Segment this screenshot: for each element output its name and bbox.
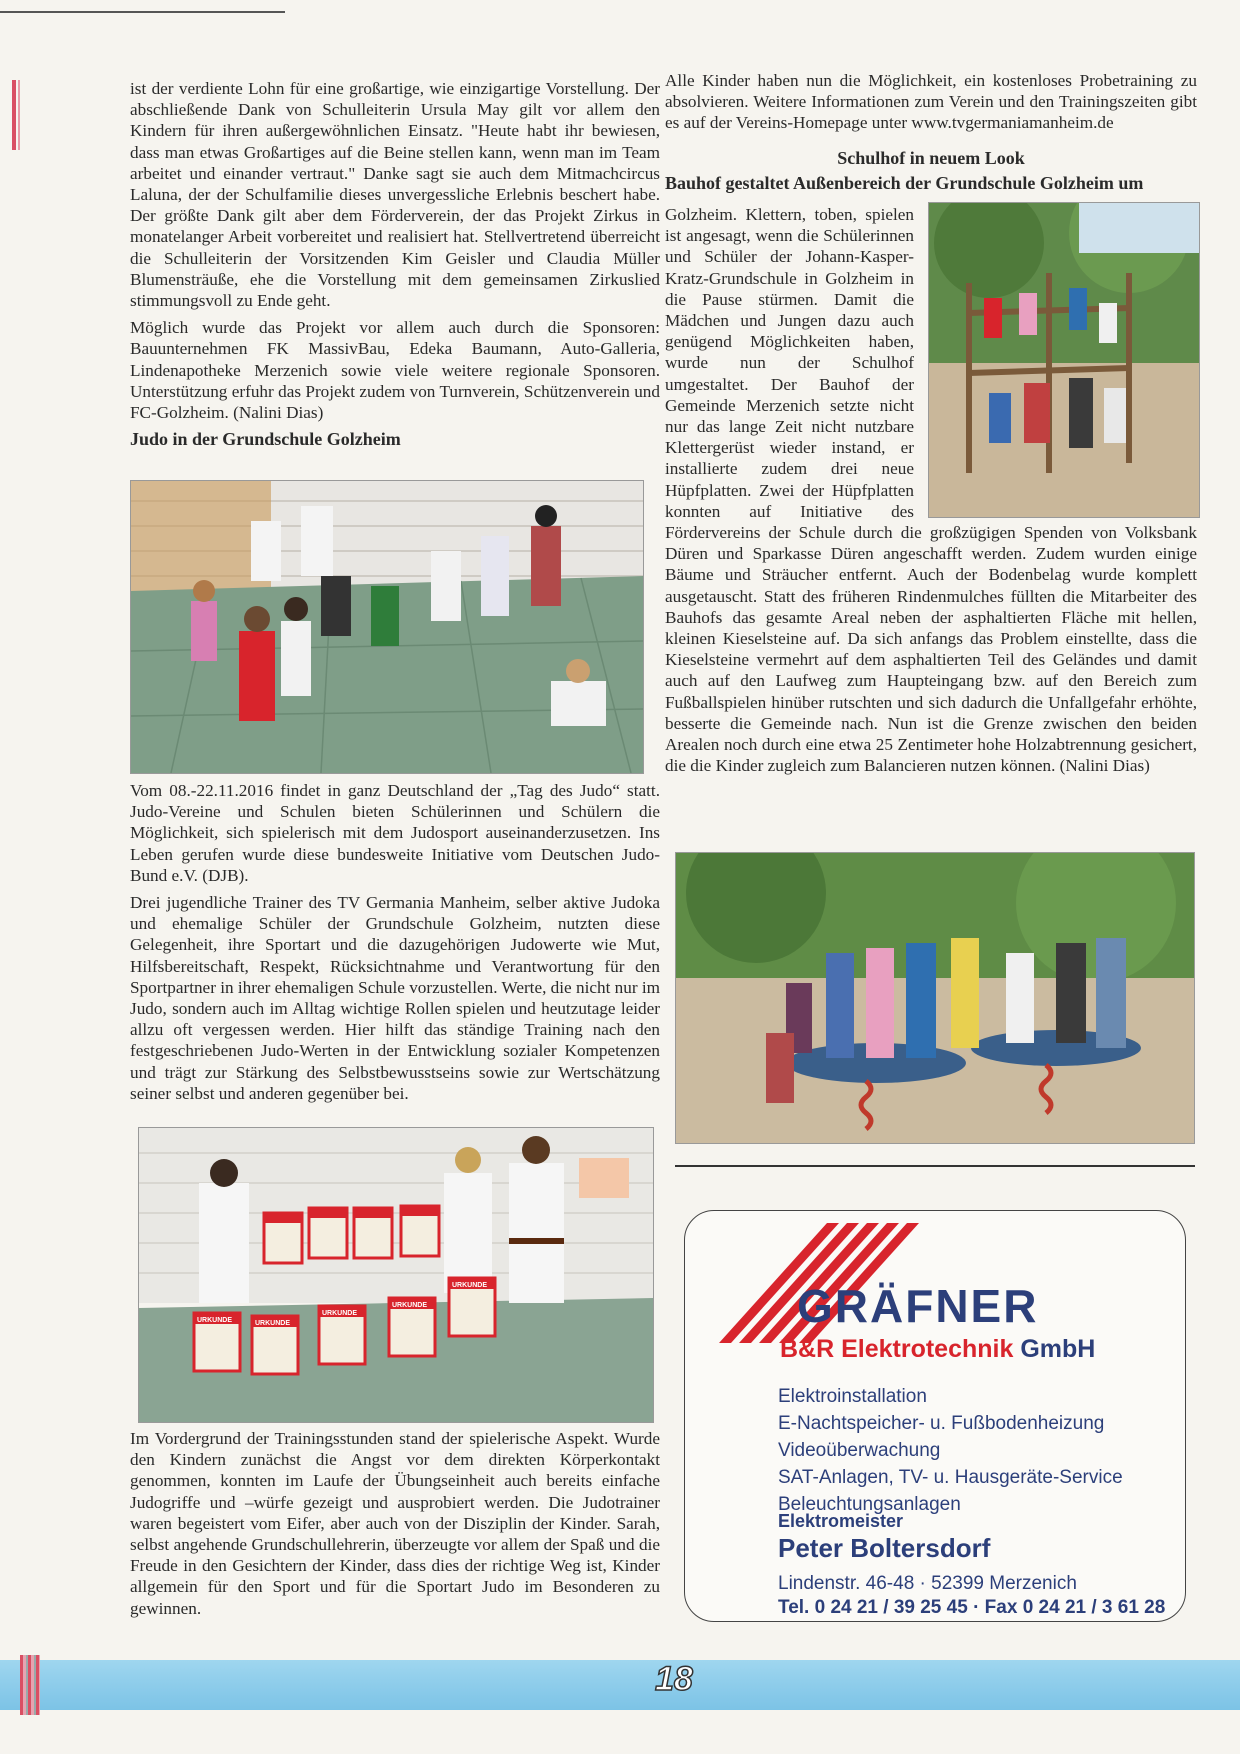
paragraph-tag-des-judo: Vom 08.-22.11.2016 findet in ganz Deutschland der „Tag des Judo“ statt. Judo-Vereine und Schulen bieten Schülerinnen und Schülern die Möglichkeit, sich spielerisch mit dem Judosport auseinanderzusetzen. Ins Leben gerufen wurde diese bundesweite Initiative vom Deutschen Judo-Bund e.V. (DJB). xyxy=(130,781,660,885)
company-subtitle-blue: GmbH xyxy=(1020,1335,1096,1363)
paragraph-circus-end: ist der verdiente Lohn für eine großartige, wie einzigartige Vorstellung. Der abschließende Dank von Schulleiterin Ursula May gilt vor allem den Kindern für ihren außergewöhnlichen Einsatz. "Heute habt ihr bewiesen, dass man etwas Großartiges auf die Beine stellen kann, wenn man im Team arbeitet und einander vertraut." Danke sagt sie auch dem Mitmachcircus Laluna, der der Schulfamilie dieses unvergessliche Erlebnis beschert habe. Der größte Dank gilt aber dem Förderverein, der das Projekt Zirkus in monatelanger Arbeit vorbereitet und realisiert hat. Stellvertretend überreicht die Schulleiterin der Vorsitzenden Kim Geisler und Claudia Müller Blumensträuße, ehe die Vorstellung mit dem gemeinsamen Zirkuslied stimmungsvoll zu Ende geht. xyxy=(130,79,660,311)
company-subtitle xyxy=(780,1335,1095,1364)
company-subtitle-red: B&R Elektrotechnik xyxy=(780,1335,1014,1363)
certificate-label: URKUNDE xyxy=(322,1310,357,1317)
paragraph-probetraining: Alle Kinder haben nun die Möglichkeit, ein kostenloses Probetraining zu absolvieren. Weitere Informationen zum Verein und den Trainingszeiten gibt es auf der Vereins-Homepage unter www.tvgermaniamanheim.de xyxy=(665,71,1197,133)
margin-mark-light xyxy=(18,80,20,150)
paragraph-schoolyard: Golzheim. Klettern, toben, spielen ist angesagt, wenn die Schülerinnen und Schüler der Johann-Kasper-Kratz-Grundschule in Golzheim in die Pause stürmen. Damit die Mädchen und Jungen dazu auch genügend Möglichkeiten haben, wurde nun der Schulhof umgestaltet. Der Bauhof der Gemeinde Merzenich setzte nicht nur das lange Zeit nicht nutzbare Klettergerüst wieder instand, er installierte zudem drei neue Hüpfplatten. Zwei der Hüpfplatten konnten auf Initiative des Fördervereins der Schule durch die großzügigen Spenden von Volksbank Düren und Sparkasse Düren angeschafft werden. Zudem wurden einige Bäume und Sträucher entfernt. Auch der Bodenbelag wurde komplett ausgetauscht. Statt des früheren Rindenmulches füllten die Mitarbeiter des Bauhofs das gesamte Areal neben der asphaltierten Fläche mit hellen, kleinen Kieselsteine auf. Da sich anfangs das Problem einstellte, dass die Kieselsteine vermehrt auf dem asphaltierten Teil des Geländes und damit auch auf den Laufweg zum Haupteingang bzw. auf den Bereich zum Fußballspielen hinüber rutschten und sich dadurch die Unfallgefahr erhöhte, besserte die Gemeinde nach. Nun ist die Grenze zwischen den beiden Arealen noch durch eine etwa 25 Zentimeter hohe Holzabtrennung gesichert, die die Kinder zugleich zum Balancieren nutzen können. (Nalini Dias) xyxy=(665,205,1197,776)
left-column-top xyxy=(130,78,660,458)
service-item: E-Nachtspeicher- u. Fußbodenheizung xyxy=(778,1413,1105,1434)
judo-training-photo xyxy=(130,480,644,774)
master-label: Elektromeister xyxy=(778,1511,904,1531)
hopping-plates-photo xyxy=(675,852,1195,1144)
certificate-label: URKUNDE xyxy=(255,1320,290,1327)
margin-mark xyxy=(12,80,16,150)
footer-stripes xyxy=(20,1655,40,1715)
paragraph-sponsors: Möglich wurde das Projekt vor allem auch durch die Sponsoren: Bauunternehmen FK MassivBau, Edeka Baumann, Auto-Galleria, Lindenapotheke Merzenich sowie viele weitere regionale Sponsoren. Unterstützung erfuhr das Projekt zudem von Turnverein, Schützenverein und FC-Golzheim. (Nalini Dias) xyxy=(130,318,660,423)
left-column-bottom xyxy=(130,1428,660,1625)
schoolyard-heading: Schulhof in neuem Look xyxy=(837,147,1025,168)
paragraph-trainers: Drei jugendliche Trainer des TV Germania Manheim, selber aktive Judoka und ehemalige Schüler der Grundschule Golzheim, nutzten diese Gelegenheit, ihre Sportart und die dazugehörigen Judowerte wie Mut, Hilfsbereitschaft, Respekt, Rücksichtnahme und Verantwortung für den Sportpartner in ihrer ehemaligen Schule vorzustellen. Werte, die nicht nur im Judo, sondern auch im Alltag wichtige Rollen spielen und heutzutage leider allzu oft vergessen werden. Hier hilft das ständige Training nach den festgeschriebenen Judo-Werten in der Entwicklung sozialer Kompetenzen und trägt zur Stärkung des Selbstbewusstseins sowie zur Wertschätzung seiner selbst und anderen gegenüber bei. xyxy=(130,893,660,1103)
top-rule xyxy=(0,11,285,13)
service-item: Videoüberwachung xyxy=(778,1440,941,1461)
service-item: SAT-Anlagen, TV- u. Hausgeräte-Service xyxy=(778,1467,1123,1488)
graefner-advertisement xyxy=(684,1210,1186,1622)
section-divider xyxy=(675,1165,1195,1167)
right-column xyxy=(665,70,1197,783)
footer-band xyxy=(0,1660,1240,1710)
schoolyard-subheading: Bauhof gestaltet Außenbereich der Grundschule Golzheim um xyxy=(665,172,1144,193)
judo-heading: Judo in der Grundschule Golzheim xyxy=(130,429,401,450)
service-item: Beleuchtungsanlagen xyxy=(778,1494,961,1515)
services-list xyxy=(778,1383,1123,1518)
paragraph-training-focus: Im Vordergrund der Trainingsstunden stand der spielerische Aspekt. Wurde den Kindern zunächst die Angst vor dem direkten Körperkontakt genommen, konnten im Laufe der Übungseinheit auch bereits einfache Judogriffe und –würfe gezeigt und ausprobiert werden. Die Judotrainer waren begeistert vom Eifer, aber auch von der Disziplin der Kinder. Sarah, selbst angehende Grundschullehrerin, überzeugte vor allem der Spaß und die Freude in den Gesichtern der Kinder, dass dies der richtige Weg ist, Kinder allgemein für den Sport und für die Sportart Judo im Besonderen zu gewinnen. xyxy=(130,1429,660,1618)
left-column-middle xyxy=(130,780,660,1110)
certificate-label: URKUNDE xyxy=(452,1282,487,1289)
phone-fax: Tel. 0 24 21 / 39 25 45 · Fax 0 24 21 / 3 61 28 xyxy=(778,1597,1166,1618)
certificate-label: URKUNDE xyxy=(392,1302,427,1309)
contact-person: Peter Boltersdorf xyxy=(778,1533,991,1563)
page-number: 18 xyxy=(655,1660,693,1698)
certificate-label: URKUNDE xyxy=(197,1317,232,1324)
judo-group-photo xyxy=(138,1127,654,1423)
climbing-frame-photo xyxy=(928,202,1200,518)
service-item: Elektroinstallation xyxy=(778,1386,927,1407)
address: Lindenstr. 46-48 · 52399 Merzenich xyxy=(778,1573,1077,1594)
company-name: GRÄFNER xyxy=(797,1280,1039,1332)
